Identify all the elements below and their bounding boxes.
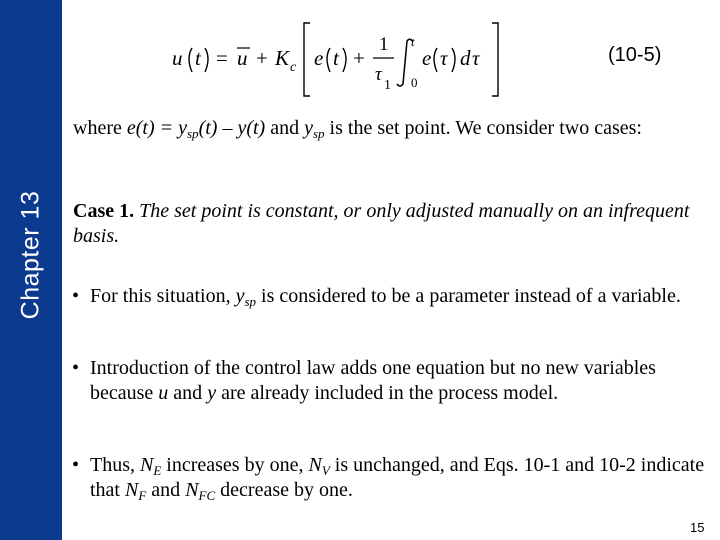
b3-and: and xyxy=(146,479,186,501)
b3-N-1: N xyxy=(140,454,154,476)
eq-paren-right-1 xyxy=(205,48,208,72)
b1-part-a: For this situation, xyxy=(90,285,236,307)
equation-graphic xyxy=(170,8,670,103)
b3-part-c: is unchanged, and Eqs. 10-1 and 10-2 indicate that xyxy=(90,454,705,501)
b1-y: y xyxy=(235,285,245,307)
eq-paren-left-3 xyxy=(434,48,437,72)
page-number: 15 xyxy=(690,520,705,535)
eq-u: u xyxy=(172,46,183,70)
b3-N-2: N xyxy=(308,454,322,476)
eq-paren-left-2 xyxy=(327,48,330,72)
intro-y: y xyxy=(304,117,313,139)
b2-part-b: are already included in the process model. xyxy=(216,382,559,404)
eq-equals: = xyxy=(216,46,228,70)
eq-paren-right-2 xyxy=(343,48,346,72)
intro-sp-sub-1: sp xyxy=(187,126,199,141)
b3-N-3: N xyxy=(125,479,139,501)
intro-paragraph xyxy=(73,116,713,141)
intro-where: where xyxy=(73,117,127,139)
bullet-dot-1: • xyxy=(72,285,80,307)
b1-part-b: is considered to be a parameter instead of a variable. xyxy=(256,285,681,307)
b3-F-sub: F xyxy=(138,488,147,503)
case-1-label: Case 1. xyxy=(73,200,135,222)
eq-e-2: e xyxy=(422,46,432,70)
intro-rest: is the set point. We consider two cases: xyxy=(324,117,642,139)
eq-frac-tau: τ xyxy=(375,64,382,85)
intro-sp-sub-2: sp xyxy=(312,126,325,141)
eq-t: t xyxy=(195,46,201,70)
eq-frac-num: 1 xyxy=(379,34,389,55)
eq-plus-2: + xyxy=(353,46,365,70)
eq-plus-1: + xyxy=(256,46,268,70)
eq-d: d xyxy=(460,46,471,70)
b3-V-sub: V xyxy=(321,463,330,478)
chapter-sidebar xyxy=(0,0,62,540)
eq-bracket-right xyxy=(492,23,498,96)
bullet-text-3 xyxy=(90,453,717,503)
eq-int-lower: 0 xyxy=(411,75,418,90)
intro-e-def: e(t) = y xyxy=(126,117,187,139)
intro-t-minus: (t) – y(t) xyxy=(198,117,266,139)
eq-e-1: e xyxy=(314,46,324,70)
eq-paren-right-3 xyxy=(452,48,455,72)
case-1-paragraph xyxy=(73,199,718,249)
b3-N-4: N xyxy=(185,479,199,501)
b3-part-b: increases by one, xyxy=(161,454,309,476)
b3-part-d: decrease by one. xyxy=(215,479,353,501)
b2-part-a: Introduction of the control law adds one equation but no new variables because xyxy=(90,357,656,404)
eq-t-2: t xyxy=(333,46,339,70)
b3-part-a: Thus, xyxy=(90,454,140,476)
eq-tau-2: τ xyxy=(440,46,448,70)
bullet-dot-3: • xyxy=(72,454,80,476)
eq-frac-tau-sub: 1 xyxy=(384,78,391,93)
bullet-text-2 xyxy=(90,356,717,406)
b1-sp-sub: sp xyxy=(244,294,257,309)
b3-FC-sub: FC xyxy=(198,488,216,503)
eq-bracket-left xyxy=(304,23,310,96)
control-law-equation xyxy=(170,8,670,103)
b2-y: y xyxy=(207,382,217,404)
eq-ubar: u xyxy=(237,46,248,70)
intro-and: and xyxy=(265,117,305,139)
eq-paren-left-1 xyxy=(189,48,192,72)
bullet-text-1 xyxy=(90,284,717,309)
eq-dtau: τ xyxy=(472,46,480,70)
b3-E-sub: E xyxy=(153,463,162,478)
bullet-dot-2: • xyxy=(72,357,80,379)
eq-K: K xyxy=(275,46,290,70)
chapter-label: Chapter 13 xyxy=(16,190,45,320)
eq-int-upper: t xyxy=(411,34,415,49)
equation-number: (10-5) xyxy=(608,44,662,66)
eq-Kc-sub: c xyxy=(290,60,297,75)
case-1-text: The set point is constant, or only adjusted manually on an infrequent basis. xyxy=(73,200,690,247)
b2-and: and xyxy=(168,382,208,404)
b2-u: u xyxy=(158,382,169,404)
